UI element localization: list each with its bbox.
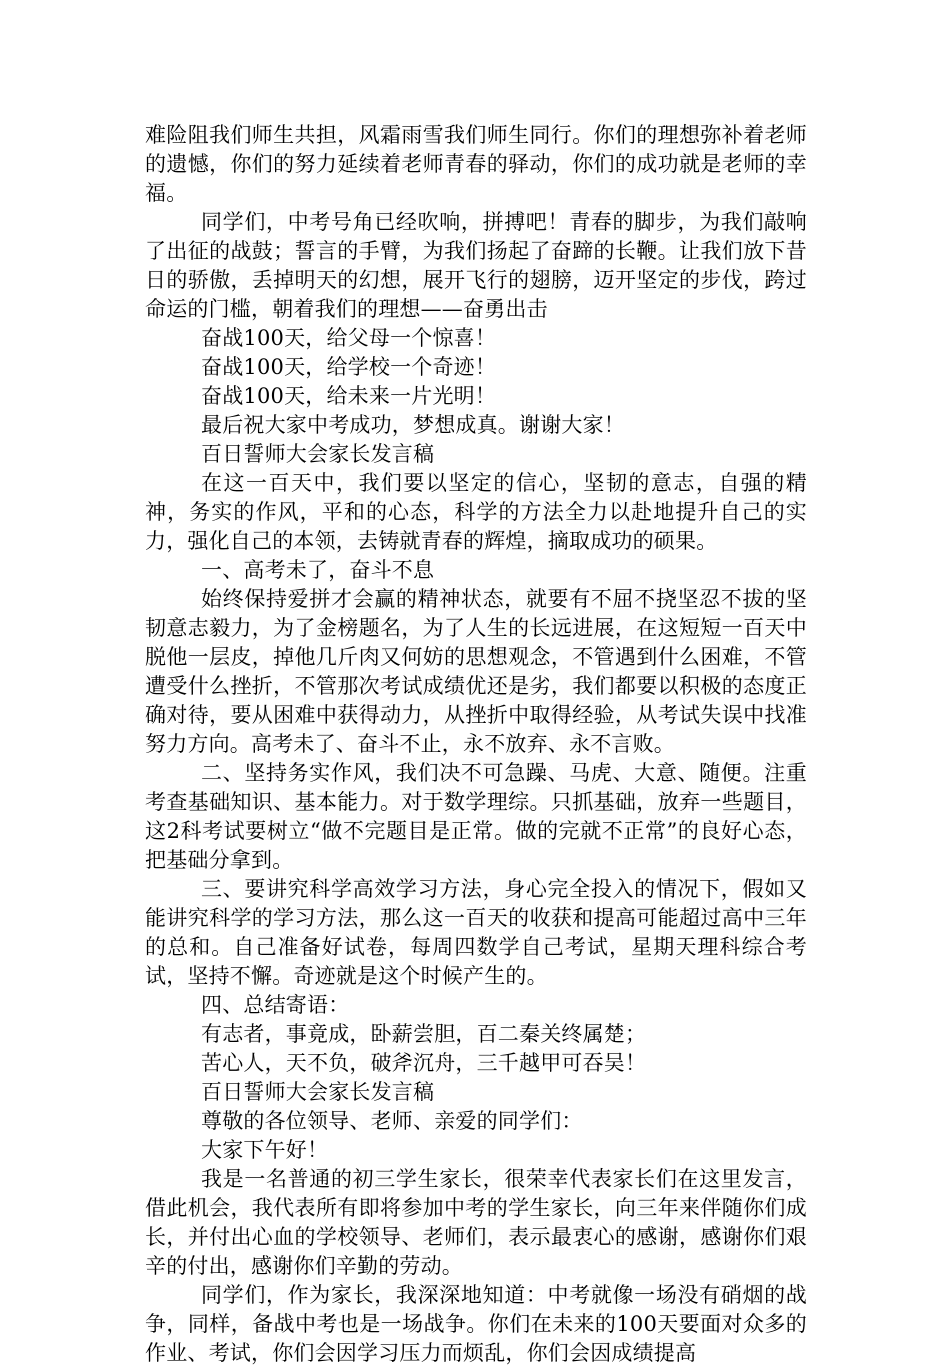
paragraph-salutation: 尊敬的各位领导、老师、亲爱的同学们： (201, 1109, 583, 1133)
paragraph-slogan-future: 奋战100天，给未来一片光明！ (201, 384, 497, 408)
subheading-point-four: 四、总结寄语： (201, 993, 350, 1017)
paragraph-exam-as-war: 同学们，作为家长，我深深地知道：中考就像一场没有硝烟的战争，同样，备战中考也是一场战争。你们在未来的100天要面对众多的作业、考试，你们会因学习压力而烦乱，你们会因成绩提高 (145, 1283, 807, 1365)
paragraph-point-three: 三、要讲究科学高效学习方法，身心完全投入的情况下，假如又能讲究科学的学习方法，那么这一百天的收获和提高可能超过高中三年的总和。自己准备好试卷，每周四数学自己考试，星期天理科综合考试，坚持不懈。奇迹就是这个时候产生的。 (145, 877, 807, 988)
paragraph-point-two: 二、坚持务实作风，我们决不可急躁、马虎、大意、随便。注重考查基础知识、基本能力。对于数学理综。只抓基础，放弃一些题目，这2科考试要树立“做不完题目是正常。做的完就不正常”的良好心态，把基础分拿到。 (145, 761, 807, 872)
paragraph-continued-teacher-speech: 难险阻我们师生共担，风霜雨雪我们师生同行。你们的理想弥补着老师的遗憾，你们的努力延续着老师青春的驿动，你们的成功就是老师的幸福。 (145, 123, 807, 205)
document-body (145, 121, 807, 1368)
paragraph-hundred-days: 在这一百天中，我们要以坚定的信心，坚韧的意志，自强的精神，务实的作风，平和的心态，科学的方法全力以赴地提升自己的实力，强化自己的本领，去铸就青春的辉煌，摘取成功的硕果。 (145, 471, 807, 553)
paragraph-closing-wishes: 最后祝大家中考成功，梦想成真。谢谢大家！ (201, 413, 625, 437)
paragraph-point-one: 始终保持爱拼才会赢的精神状态，就要有不屈不挠坚忍不拔的坚韧意志毅力，为了金榜题名，为了人生的长远进展，在这短短一百天中脱他一层皮，掉他几斤肉又何妨的思想观念，不管遇到什么困难，不管遭受什么挫折，不管那次考试成绩优还是劣，我们都要以积极的态度正确对待，要从困难中获得动力，从挫折中取得经验，从考试失误中找准努力方向。高考未了、奋斗不止，永不放弃、永不言败。 (145, 587, 807, 756)
section-heading-parent-speech-2: 百日誓师大会家长发言稿 (201, 1080, 435, 1104)
paragraph-slogan-parents: 奋战100天，给父母一个惊喜！ (201, 326, 497, 350)
paragraph-slogan-school: 奋战100天，给学校一个奇迹！ (201, 355, 497, 379)
paragraph-parent-intro: 我是一名普通的初三学生家长，很荣幸代表家长们在这里发言，借此机会，我代表所有即将参加中考的学生家长，向三年来伴随你们成长，并付出心血的学校领导、老师们，表示最衷心的感谢，感谢你们艰辛的付出，感谢你们辛勤的劳动。 (145, 1167, 807, 1278)
section-heading-parent-speech: 百日誓师大会家长发言稿 (201, 442, 435, 466)
subheading-point-one: 一、高考未了，奋斗不息 (201, 558, 435, 582)
paragraph-greeting: 大家下午好！ (201, 1138, 329, 1162)
paragraph-exhortation: 同学们，中考号角已经吹响，拼搏吧！青春的脚步，为我们敲响了出征的战鼓；誓言的手臂，为我们扬起了奋蹄的长鞭。让我们放下昔日的骄傲，丢掉明天的幻想，展开飞行的翅膀，迈开坚定的步伐，跨过命运的门槛，朝着我们的理想——奋勇出击 (145, 210, 807, 321)
paragraph-couplet-line-2: 苦心人，天不负，破斧沉舟，三千越甲可吞吴！ (201, 1051, 647, 1075)
paragraph-couplet-line-1: 有志者，事竟成，卧薪尝胆，百二秦关终属楚； (201, 1022, 647, 1046)
